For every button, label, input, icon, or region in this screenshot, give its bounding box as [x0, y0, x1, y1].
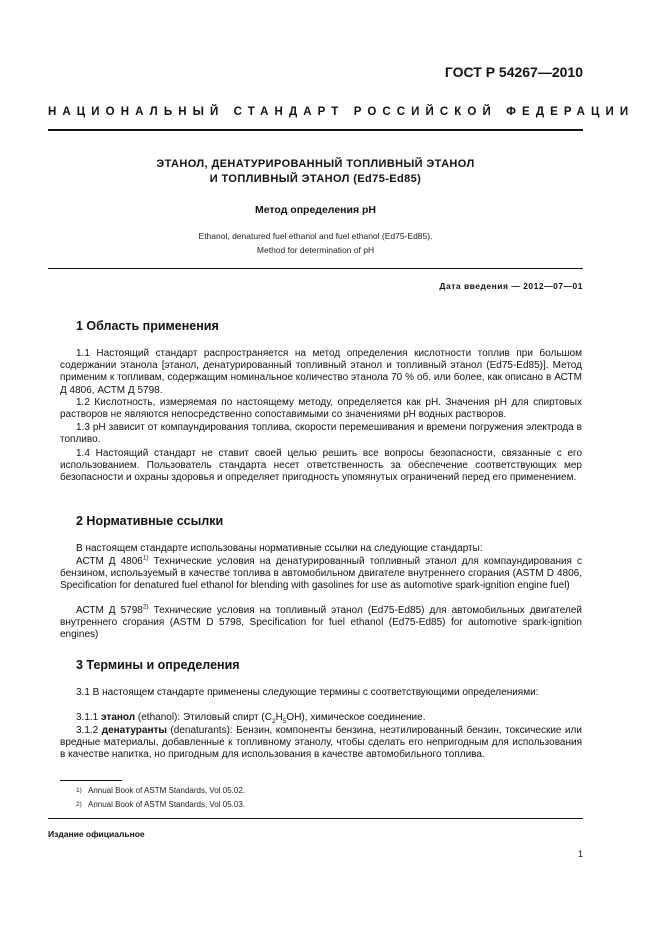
standard-code: ГОСТ Р 54267—2010 — [444, 64, 583, 80]
term-3-1-1 — [60, 712, 582, 724]
footnote-text: Annual Book of ASTM Standards, Vol 05.03. — [88, 800, 245, 809]
document-subtitle: Метод определения pH — [254, 204, 377, 216]
term-definition: (ethanol): Этиловый спирт (C — [135, 712, 272, 723]
footnote-text: Annual Book of ASTM Standards, Vol 05.02. — [88, 786, 245, 795]
paragraph-1-2: 1.2 Кислотность, измеряемая по настоящему методу, определяется как pH. Значения pH для спиртовых растворов не являются непосредственно сопоставимыми со значениями pH водных растворов. — [60, 397, 582, 421]
subscript: 2 — [271, 718, 276, 725]
title-line-1: ЭТАНОЛ, ДЕНАТУРИРОВАННЫЙ ТОПЛИВНЫЙ ЭТАНОЛ — [156, 158, 475, 170]
reference-astm-d4806 — [60, 556, 582, 593]
title-line-2: И ТОПЛИВНЫЙ ЭТАНОЛ (Ed75-Ed85) — [209, 173, 422, 185]
paragraph-1-3: 1.3 pH зависит от компаундирования топлива, скорости перемешивания и времени погружения электрода в топливо. — [60, 422, 582, 446]
formula-part: OH), химическое соединение. — [286, 712, 426, 723]
reference-text: Технические условия на денатурированный топливный этанол для компаундирования с бензином, используемый в качестве топлива в автомобильном двигателе внутреннего сгорания (ASTM D 4806, Specification for denatured fuel ethanol for blending with gasolines for use as automotive spark-ignition engine fuel) — [60, 556, 582, 592]
english-title-line-2: Method for determination of pH — [256, 245, 375, 255]
introduction-date: Дата введения — 2012—07—01 — [439, 281, 583, 291]
reference-code: АСТМ Д 4806 — [76, 556, 143, 567]
english-title-line-1: Ethanol, denatured fuel ethanol and fuel ethanol (Ed75-Ed85). — [198, 231, 433, 241]
reference-astm-d5798 — [60, 605, 582, 642]
reference-code: АСТМ Д 5798 — [76, 605, 143, 616]
footnote-number: 2) — [76, 801, 82, 808]
reference-text: Технические условия на топливный этанол (Ed75-Ed85) для автомобильных двигателей внутреннего сгорания (ASTM D 5798, Specification for fuel ethanol (Ed75-Ed85) for automotive spark-ignition engines) — [60, 605, 582, 641]
footnote-divider — [60, 780, 122, 781]
term-name: этанол — [101, 712, 136, 723]
footnote-1 — [76, 785, 245, 797]
title-divider — [48, 268, 583, 269]
footer-divider — [48, 818, 583, 819]
references-intro: В настоящем стандарте использованы нормативные ссылки на следующие стандарты: — [76, 543, 483, 554]
term-3-1-2 — [60, 725, 582, 762]
formula-part: H — [275, 712, 283, 723]
paragraph-1-4: 1.4 Настоящий стандарт не ставит своей целью решить все вопросы безопасности, связанные с его использованием. Пользователь стандарта несет ответственность за обеспечение соответствующих мер безопасности и охраны здоровья и определяет пригодность упомянутых ограничений перед его применением. — [60, 448, 582, 484]
official-edition-label: Издание официальное — [48, 829, 145, 839]
subscript: 5 — [282, 718, 287, 725]
section-1-heading: 1 Область применения — [76, 319, 219, 333]
term-number: 3.1.2 — [76, 725, 102, 736]
term-definition: (denaturants): Бензин, компоненты бензина, неэтилированный бензин, токсические или вредные материалы, добавленные к топливному этанолу, чтобы сделать его непригодным для использования в качестве напитка, но пригодным для использования в качестве автомобильного топлива. — [60, 725, 582, 761]
document-title — [48, 157, 583, 187]
section-2-heading: 2 Нормативные ссылки — [76, 514, 224, 528]
section-3-heading: 3 Термины и определения — [76, 658, 240, 672]
footnote-mark: 1) — [142, 554, 149, 562]
header-divider — [48, 129, 583, 131]
paragraph-3-1: 3.1 В настоящем стандарте применены следующие термины с соответствующими определениями: — [76, 687, 539, 698]
term-name: денатуранты — [101, 725, 167, 736]
paragraph-1-1: 1.1 Настоящий стандарт распространяется на метод определения кислотности топлив при большом содержании этанола [этанол, денатурированный топливный этанол и топливный этанол (Ed75-Ed85)]. Метод применим к топливам, содержащим номинальное количество этанола 70 % об. или более, как описано в АСТМ Д 4806, АСТМ Д 5798. — [60, 348, 582, 396]
national-standard-banner: НАЦИОНАЛЬНЫЙ СТАНДАРТ РОССИЙСКОЙ ФЕДЕРАЦИИ — [48, 106, 635, 118]
footnote-2 — [76, 799, 245, 811]
footnote-mark: 2) — [142, 603, 149, 611]
page-number: 1 — [577, 849, 583, 859]
footnote-number: 1) — [76, 787, 82, 794]
term-number: 3.1.1 — [76, 712, 102, 723]
english-title — [48, 229, 583, 257]
